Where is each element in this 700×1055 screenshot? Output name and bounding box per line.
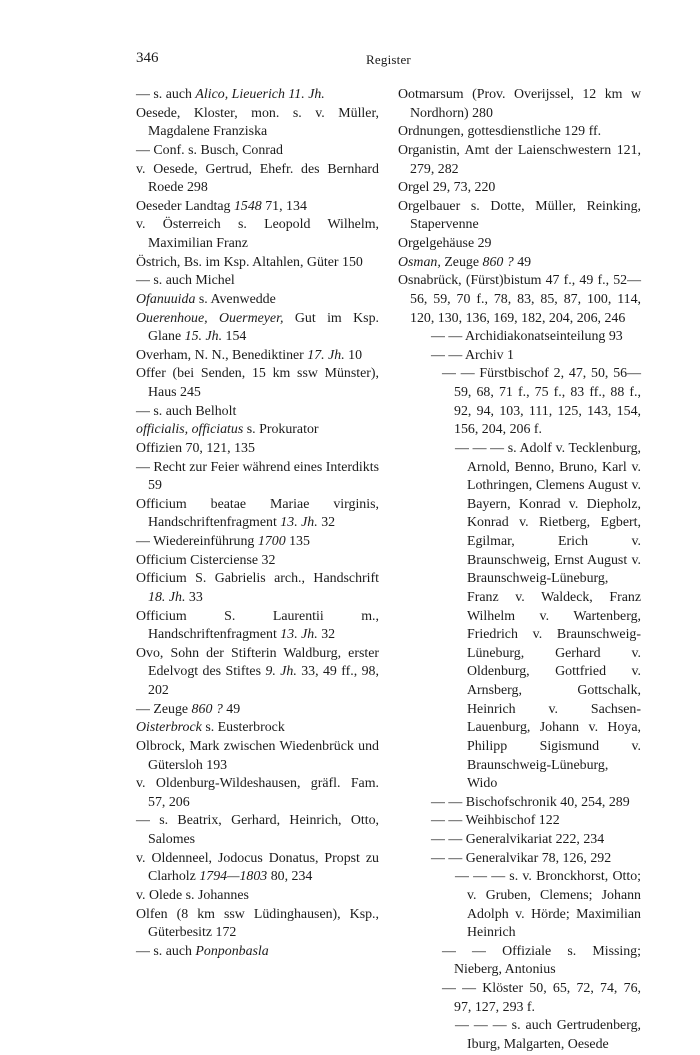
index-entry-text: — Zeuge [136, 701, 192, 717]
index-entry-text: 135 [285, 534, 310, 549]
index-entry [136, 161, 379, 198]
index-entry-text: — s. auch Belholt [136, 403, 237, 419]
index-entry-italic-text: 1794—1803 [199, 869, 268, 885]
index-entry [398, 328, 641, 347]
index-column-left [136, 86, 379, 961]
index-entry [136, 459, 379, 496]
index-entry-text: Oesede, Kloster, mon. s. v. Müller, Magdalene Franziska [136, 105, 379, 140]
index-entry-italic-text: 1548 [233, 198, 262, 214]
index-entry-italic-text: Alico, Lieuerich 11. Jh. [195, 87, 325, 102]
index-entry-text: Organistin, Amt der Laienschwestern 121, 279, 282 [398, 142, 641, 177]
index-entry-italic-text: Ofanuuida [136, 291, 196, 307]
index-entry [136, 850, 379, 887]
index-entry-text: Östrich, Bs. im Ksp. Altahlen, Güter 150 [136, 254, 363, 270]
index-entry-text: Ordnungen, gottesdienstliche 129 ff. [398, 124, 602, 140]
index-entry-text: Gut im Ksp. Glane [148, 310, 379, 345]
index-entry [398, 179, 641, 198]
index-entry [136, 719, 379, 738]
index-entry [398, 142, 641, 179]
index-entry [398, 440, 641, 794]
index-entry [136, 570, 379, 607]
index-entry-text: v. Olede s. Johannes [136, 887, 249, 903]
index-entry-text: — — Generalvikar 78, 126, 292 [431, 850, 612, 866]
index-entry [136, 272, 379, 291]
index-entry [398, 235, 641, 254]
index-entry [136, 775, 379, 812]
index-entry [398, 1017, 641, 1054]
index-entry-text: 33, 49 ff., 98, 202 [148, 664, 379, 698]
index-entry-text: — — — s. v. Bronckhorst, Otto; v. Gruben, Clemens; Johann Adolph v. Hörde; Maximilian Heinrich [455, 869, 641, 941]
index-entry-italic-text: 13. Jh. [280, 627, 318, 643]
index-entry [136, 608, 379, 645]
index-entry-text: Offer (bei Senden, 15 km ssw Münster), Haus 245 [136, 366, 379, 400]
index-entry-text: 71, 134 [261, 198, 307, 214]
index-entry-text: v. Oldenneel, Jodocus Donatus, Propst zu Clarholz [136, 850, 379, 885]
index-entry-text: s. Prokurator [243, 422, 319, 438]
index-entry [136, 738, 379, 775]
index-entry [398, 86, 641, 123]
index-entry [398, 812, 641, 831]
index-entry-text: — — Fürstbischof 2, 47, 50, 56—59, 68, 71 f., 75 f., 83 ff., 88 f., 92, 94, 103, 111, 125, 143, 154, 156, 204, 206 f. [442, 366, 641, 438]
index-entry-italic-text: 13. Jh. [280, 515, 318, 531]
index-entry-italic-text: 18. Jh. [148, 589, 186, 605]
index-entry [136, 496, 379, 533]
index-entry-text: — s. auch [136, 87, 196, 102]
index-entry-text: 49 [513, 254, 532, 270]
index-entry-text: Ootmarsum (Prov. Overijssel, 12 km w Nordhorn) 280 [398, 87, 641, 121]
index-entry-text: Ovo, Sohn der Stifterin Waldburg, erster Edelvogt des Stiftes [136, 645, 379, 680]
index-entry [136, 440, 379, 459]
index-entry-italic-text: 860 ? [482, 254, 514, 270]
index-entry [136, 421, 379, 440]
index-entry-text: Offizien 70, 121, 135 [136, 440, 255, 456]
index-entry [136, 310, 379, 347]
index-entry-text: — s. auch [136, 943, 196, 959]
index-entry-text: v. Oldenburg-Wildeshausen, gräfl. Fam. 57, 206 [136, 776, 379, 810]
index-entry-text: — — Klöster 50, 65, 72, 74, 76, 97, 127, 293 f. [442, 981, 641, 1015]
index-entry [136, 86, 379, 105]
index-entry [398, 123, 641, 142]
index-entry [398, 794, 641, 813]
index-entry-text: 33 [185, 589, 203, 605]
index-entry-text: — s. Beatrix, Gerhard, Heinrich, Otto, Salomes [136, 813, 379, 847]
index-entry-text: Olfen (8 km ssw Lüdinghausen), Ksp., Güterbesitz 172 [136, 906, 379, 941]
index-entry [398, 868, 641, 943]
index-entry [136, 216, 379, 253]
index-entry [136, 645, 379, 701]
index-entry-text: s. Eusterbrock [201, 720, 285, 736]
index-entry-text: s. Avenwedde [195, 291, 276, 307]
index-entry [136, 365, 379, 402]
index-entry-text: Officium S. Gabrielis arch., Handschrift [136, 571, 379, 587]
index-entry [136, 552, 379, 571]
index-entry-text: Zeuge [440, 254, 483, 270]
index-entry-text: Osnabrück, (Fürst)bistum 47 f., 49 f., 52—56, 59, 70 f., 78, 83, 85, 87, 100, 114, 120, 130, 136, 169, 182, 204, 206, 246 [398, 273, 641, 326]
running-title: Register [366, 52, 411, 67]
index-entry-italic-text: 860 ? [191, 701, 223, 717]
index-entry [398, 198, 641, 235]
index-entry-italic-text: 1700 [257, 534, 286, 549]
page-number: 346 [136, 50, 159, 66]
index-entry-text: 32 [317, 627, 336, 643]
index-entry-text: — — — s. auch Gertrudenberg, Iburg, Malgarten, Oesede [455, 1018, 641, 1052]
index-entry-text: v. Österreich s. Leopold Wilhelm, Maximilian Franz [136, 217, 379, 251]
index-entry-text: v. Oesede, Gertrud, Ehefr. des Bernhard Roede 298 [136, 161, 379, 196]
index-entry [136, 943, 379, 962]
index-entry-text: — Wiedereinführung [136, 534, 258, 549]
index-entry-text: Olbrock, Mark zwischen Wiedenbrück und Gütersloh 193 [136, 738, 379, 773]
index-entry-text: 80, 234 [267, 869, 313, 885]
index-column-right [398, 86, 641, 1055]
index-entry-text: — — Bischofschronik 40, 254, 289 [431, 794, 630, 810]
index-entry [136, 254, 379, 273]
index-entry [136, 403, 379, 422]
index-entry [398, 272, 641, 328]
index-entry-italic-text: Oisterbrock [136, 720, 202, 736]
index-entry-text: — — Archiv 1 [431, 347, 514, 363]
page-header [136, 50, 641, 70]
index-entry-text: Officium beatae Mariae virginis, Handschriftenfragment [136, 496, 379, 531]
index-entry-text: Officium Cisterciense 32 [136, 552, 276, 568]
index-entry-text: 10 [344, 347, 363, 363]
index-entry-italic-text: 9. Jh. [265, 664, 297, 680]
index-entry-italic-text: Ouerenhoue, Ouermeyer, [136, 310, 284, 326]
index-entry-text: 154 [222, 329, 247, 345]
index-entry [398, 365, 641, 440]
index-entry [136, 533, 379, 552]
index-entry-text: Orgelgehäuse 29 [398, 236, 492, 251]
index-entry-text: — — Offiziale s. Missing; Nieberg, Antonius [442, 943, 641, 978]
index-entry [398, 980, 641, 1017]
index-entry-italic-text: 15. Jh. [184, 329, 223, 345]
index-entry-text: — — — s. Adolf v. Tecklenburg, Arnold, Benno, Bruno, Karl v. Lothringen, Clemens August v. Bayern, Konrad v. Diepholz, Konrad v. Rietberg, Egbert, Egilmar, Erich v. Braunschweig, Ernst August v. Braunschweig-Lüneburg, Franz v. Waldeck, Franz Wilhelm v. Wartenberg, Friedrich v. Braunschweig-Lüneburg, Gerhard v. Oldenburg, Gottfried v. Arnsberg, Gottschalk, Heinrich v. Sachsen-Lauenburg, Johann v. Hoya, Philipp Sigismund v. Braunschweig-Lüneburg, Wido [455, 440, 641, 792]
index-entry-text: 32 [317, 515, 336, 531]
index-entry [398, 831, 641, 850]
index-entry [136, 291, 379, 310]
index-entry-text: Overham, N. N., Benediktiner [136, 347, 308, 363]
index-entry [398, 254, 641, 273]
index-entry-text: — — Generalvikariat 222, 234 [431, 832, 605, 847]
index-entry [136, 142, 379, 161]
index-entry-text: Officium S. Laurentii m., Handschriftenfragment [136, 608, 379, 643]
index-entry-text: — s. auch Michel [136, 273, 235, 289]
index-entry-text: Orgelbauer s. Dotte, Müller, Reinking, Stapervenne [398, 198, 641, 233]
index-entry-text: Oeseder Landtag [136, 198, 234, 214]
index-entry [136, 887, 379, 906]
index-entry [398, 943, 641, 980]
index-entry-italic-text: 17. Jh. [307, 347, 345, 363]
index-entry [136, 347, 379, 366]
index-entry-italic-text: officialis, officiatus [136, 422, 244, 438]
index-entry [136, 812, 379, 849]
index-entry [398, 850, 641, 869]
index-entry-text: — — Archidiakonatseinteilung 93 [431, 329, 623, 345]
index-entry [136, 906, 379, 943]
index-entry-text: — Conf. s. Busch, Conrad [136, 142, 284, 158]
index-entry-italic-text: Ponponbasla [195, 943, 269, 959]
index-entry-italic-text: Osman, [398, 254, 441, 270]
index-entry-text: 49 [222, 701, 241, 717]
index-entry-text: — — Weihbischof 122 [431, 813, 560, 829]
index-entry-text: — Recht zur Feier während eines Interdikts 59 [136, 459, 380, 494]
index-entry [398, 347, 641, 366]
index-entry-text: Orgel 29, 73, 220 [398, 180, 496, 196]
index-entry [136, 198, 379, 217]
index-entry [136, 105, 379, 142]
index-entry [136, 701, 379, 720]
